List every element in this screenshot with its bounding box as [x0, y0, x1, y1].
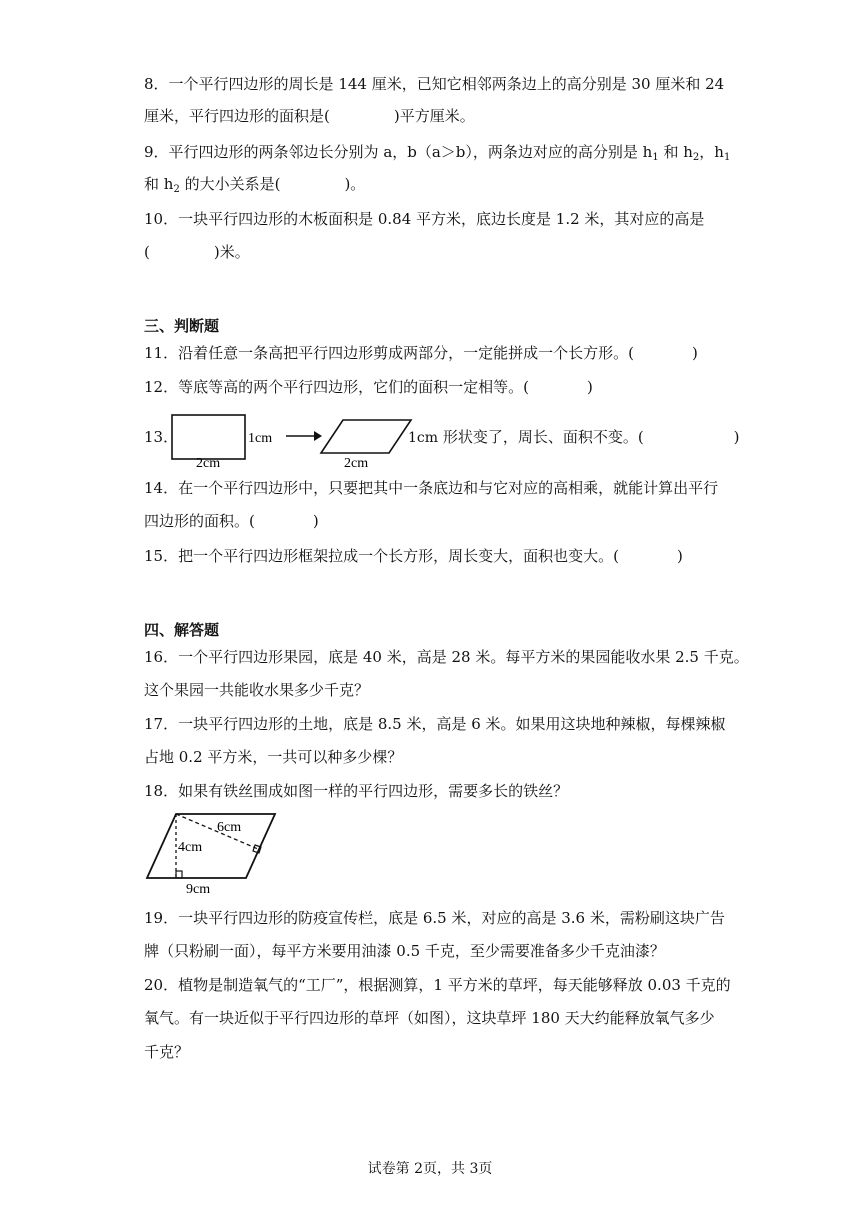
q13-number: 13．: [144, 428, 179, 446]
section-judgment-title: 三、判断题: [144, 317, 220, 335]
q13-figure: [168, 412, 418, 472]
q14-line1: 14．在一个平行四边形中，只要把其中一条底边和与它对应的高相乘，就能计算出平行: [144, 479, 719, 497]
rectangle-shape: [172, 415, 245, 459]
arrow-head-icon: [314, 431, 322, 441]
q17-line1: 17．一块平行四边形的土地，底是 8.5 米，高是 6 米。如果用这块地种辣椒，每棵辣椒: [144, 715, 726, 733]
q12: 12．等底等高的两个平行四边形，它们的面积一定相等。( ): [144, 378, 593, 396]
q13-text: 1cm 形状变了，周长、面积不变。( ): [408, 428, 740, 446]
para-base-label: 2cm: [344, 456, 369, 471]
q18-figure: [140, 810, 290, 896]
q19-line1: 19．一块平行四边形的防疫宣传栏，底是 6.5 米，对应的高是 3.6 米，需粉刷这块广告: [144, 909, 725, 927]
label-4cm: 4cm: [178, 840, 203, 855]
q14-line2: 四边形的面积。( ): [144, 512, 319, 530]
right-angle-mark: [176, 871, 182, 878]
label-9cm: 9cm: [186, 882, 211, 896]
q20-line1: 20．植物是制造氧气的“工厂”，根据测算，1 平方米的草坪，每天能够释放 0.03 千克的: [144, 976, 731, 994]
q17-line2: 占地 0.2 平方米，一共可以种多少棵？: [144, 748, 403, 766]
section-answer-title: 四、解答题: [144, 621, 220, 639]
right-angle-mark-2: [253, 845, 261, 853]
q8-line2: 厘米，平行四边形的面积是( )平方厘米。: [144, 107, 475, 125]
page-footer: 试卷第 2页，共 3页: [367, 1161, 493, 1177]
q16-line2: 这个果园一共能收水果多少千克？: [144, 681, 370, 699]
q9-line2: 和 $h_2$ 的大小关系是( )。: [144, 175, 366, 195]
q9-line1: 9．平行四边形的两条邻边长分别为 a，b（a＞b），两条边对应的高分别是 $h_1$ 和 $h_2$，$h_1$: [144, 143, 731, 163]
q19-line2: 牌（只粉刷一面），每平方米要用油漆 0.5 千克，至少需要准备多少千克油漆？: [144, 942, 665, 960]
parallelogram-shape: [321, 420, 411, 453]
rect-base-label: 2cm: [196, 456, 221, 471]
parallelogram-shape: [147, 814, 275, 878]
q16-line1: 16．一个平行四边形果园，底是 40 米，高是 28 米。每平方米的果园能收水果 2.5 千克。: [144, 648, 749, 666]
q15: 15．把一个平行四边形框架拉成一个长方形，周长变大，面积也变大。( ): [144, 547, 683, 565]
q10-line1: 10．一块平行四边形的木板面积是 0.84 平方米，底边长度是 1.2 米，其对应的高是: [144, 210, 705, 228]
q18-line1: 18．如果有铁丝围成如图一样的平行四边形，需要多长的铁丝？: [144, 782, 569, 800]
q20-line3: 千克？: [144, 1043, 190, 1061]
q11: 11．沿着任意一条高把平行四边形剪成两部分，一定能拼成一个长方形。( ): [144, 344, 698, 362]
q8-line1: 8．一个平行四边形的周长是 144 厘米，已知它相邻两条边上的高分别是 30 厘米和 24: [144, 75, 725, 93]
q20-line2: 氧气。有一块近似于平行四边形的草坪（如图），这块草坪 180 天大约能释放氧气多少: [144, 1009, 715, 1027]
rect-height-label: 1cm: [248, 431, 273, 446]
q10-line2: ( )米。: [144, 243, 250, 261]
label-6cm: 6cm: [217, 820, 242, 835]
